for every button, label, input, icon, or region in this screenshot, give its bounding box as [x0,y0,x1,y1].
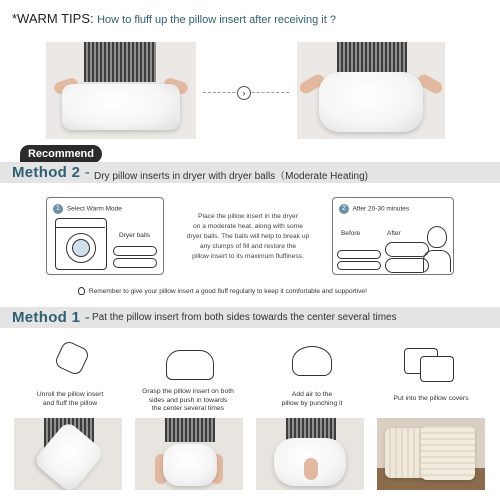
step-caption [376,395,486,404]
method2-desc: Dry pillow inserts in dryer with dryer balls（Moderate Heating) [94,171,368,182]
photo-pillow-flat [46,42,196,139]
method2-label: Method 2 [12,164,81,181]
method2-explanation [172,212,324,262]
pillow-covers-icon [420,356,454,382]
method1-separator: - [84,309,90,326]
step2-box [332,197,454,275]
step-caption [130,388,246,414]
after-label: After [387,230,401,237]
photo-punch [256,418,364,490]
caption-line: pillow by punching it [281,399,343,407]
pillow-icon-small [113,258,157,268]
reminder-text: Remember to give your pillow insert a good fluff regularly to keep it comfortable and supportive! [88,287,367,295]
pillow-icon-flat [337,250,381,259]
washing-machine-icon [55,218,107,270]
pillow-icon-flat [337,261,381,270]
explanation-line: Place the pillow insert in the dryer [198,213,298,220]
fluff-pillow-icon [53,339,90,376]
pillow-icon-fluffy [385,242,429,257]
method2-title [12,164,90,181]
explanation-line: any clumps of fill and restore the [199,243,297,250]
method1-title [12,309,90,326]
photo-covers [377,418,485,490]
arrow-connector [203,88,289,98]
explanation-line: on a moderate heat, along with some [192,223,304,230]
warm-tips-question: How to fluff up the pillow insert after receiving it ? [97,14,336,26]
caption-line: Grasp the pillow insert on both [142,388,234,395]
caption-line: Put into the pillow covers [393,395,469,402]
recommend-badge: Recommend [20,145,102,163]
caption-line: Unroll the pillow insert [36,391,104,398]
punch-pillow-icon [292,346,332,376]
explanation-line: pillow insert to its maximum fluffiness. [192,253,304,260]
caption-line: and fluff the pillow [42,399,98,407]
method2-separator: - [84,164,90,181]
squeeze-pillow-icon [166,350,214,380]
explanation-line: dryer balls. The balls will help to break up [186,233,310,240]
photo-unroll [14,418,122,490]
step-caption [20,391,120,408]
arrow-right-icon: › [237,86,251,100]
dryer-balls-label: Dryer balls [119,232,151,239]
caption-line: the center several times [151,405,225,412]
step-caption [262,391,362,408]
reminder [78,287,367,295]
pillow-icon-small [113,246,157,256]
step2-label: After 20-30 minutes [352,205,410,213]
method1-label: Method 1 [12,309,81,326]
method1-desc: Pat the pillow insert from both sides towards the center several times [92,312,397,323]
caption-line: Add air to the [291,391,333,398]
caption-line: sides and push in towards [148,396,228,404]
warm-tips-prefix: *WARM TIPS: [12,11,94,26]
before-label: Before [341,230,361,237]
person-icon [427,226,447,248]
step1-label: Select Warm Mode [66,205,122,213]
photo-squeeze [135,418,243,490]
step1-box [46,197,164,275]
step2-number: 2 [339,204,349,214]
photo-pillow-fluffed [297,42,445,139]
bulb-icon [78,287,85,295]
step1-number: 1 [53,204,63,214]
warm-tips-header [12,11,336,26]
